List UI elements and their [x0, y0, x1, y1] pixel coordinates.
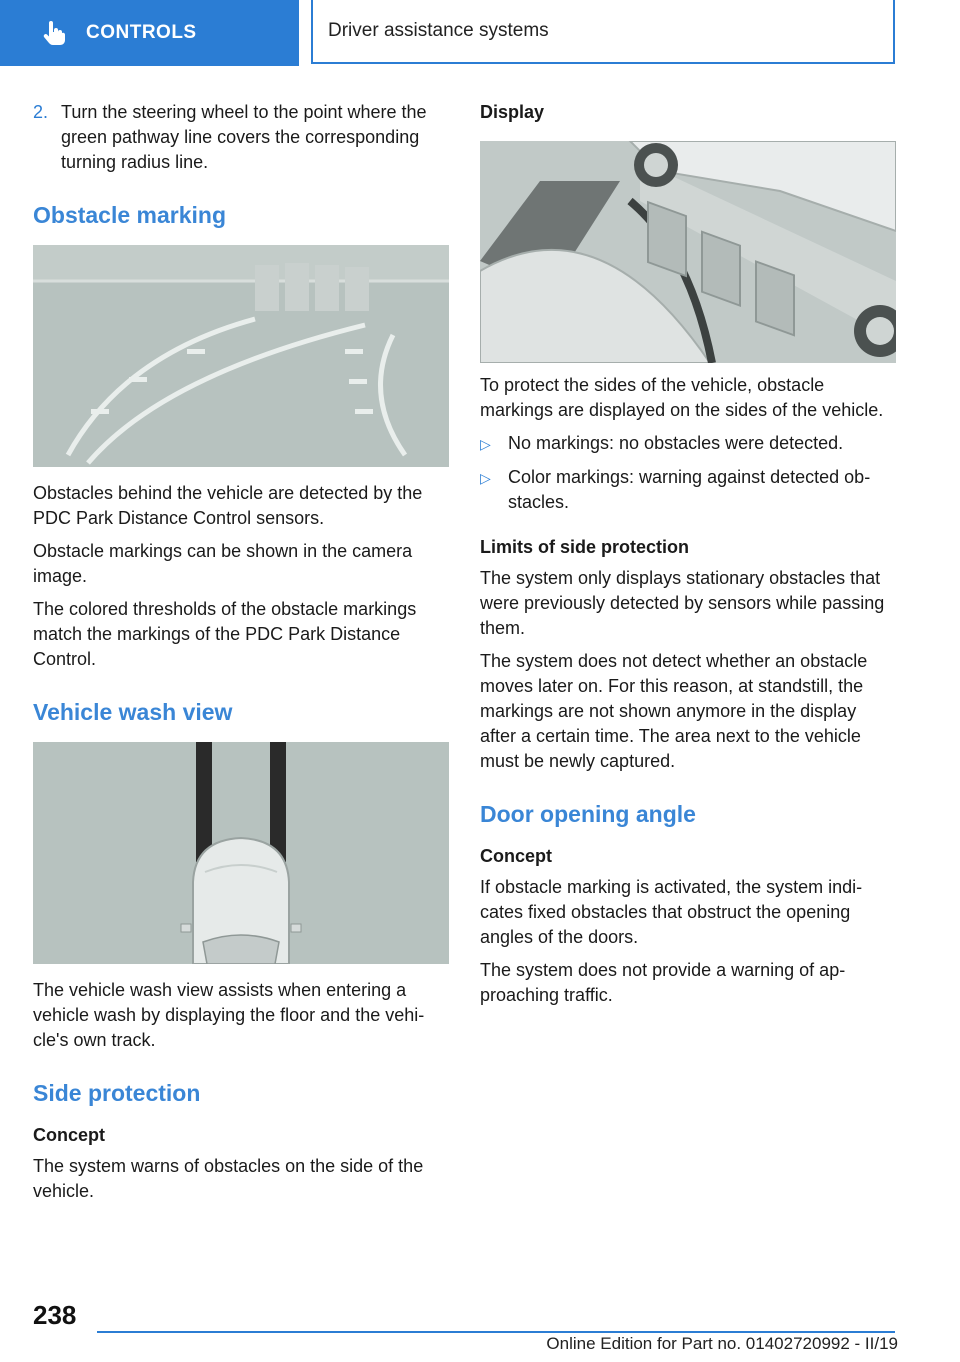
- footer-divider: [97, 1331, 895, 1333]
- header-section-label: CONTROLS: [86, 22, 197, 43]
- numbered-step: [33, 100, 449, 175]
- door-concept-heading: Concept: [480, 846, 552, 866]
- left-column: [33, 100, 449, 1212]
- bullet-text: No markings: no obstacles were detected.: [508, 433, 844, 453]
- footer-edition: Online Edition for Part no. 01402720992 - II/19: [546, 1334, 898, 1353]
- triangle-right-icon: ▷: [480, 436, 491, 452]
- step-text: Turn the steering wheel to the point where the green pathway line covers the corresponding turning radius line.: [61, 102, 427, 172]
- side-concept-heading: Concept: [33, 1125, 105, 1145]
- list-item: [480, 431, 896, 457]
- header-chapter-label: Driver assistance systems: [328, 20, 549, 41]
- triangle-right-icon: ▷: [480, 470, 491, 486]
- door-p1: If obstacle marking is activated, the system indicates fixed obstacles that obstruct the opening angles of the doors.: [480, 877, 863, 947]
- obstacle-p1: Obstacles behind the vehicle are detected by the PDC Park Distance Control sensors.: [33, 483, 423, 528]
- list-item: [480, 465, 896, 515]
- wash-p1: The vehicle wash view assists when entering a vehicle wash by displaying the floor and the vehicle's own track.: [33, 980, 425, 1050]
- obstacle-marking-figure: [33, 245, 449, 467]
- marking-list: [480, 431, 896, 515]
- obstacle-marking-heading: Obstacle marking: [33, 202, 227, 228]
- header-section-tab[interactable]: [0, 0, 299, 66]
- display-p1: To protect the sides of the vehicle, obstacle markings are displayed on the sides of the vehicle.: [480, 375, 884, 420]
- display-heading: Display: [480, 102, 545, 122]
- bullet-text: Color markings: warning against detected obstacles.: [508, 467, 871, 512]
- side-protection-display-figure: [480, 141, 896, 363]
- right-column: [480, 100, 896, 1016]
- obstacle-p2: Obstacle markings can be shown in the camera image.: [33, 541, 413, 586]
- vehicle-wash-figure: [33, 742, 449, 964]
- hand-pointer-icon: [40, 19, 68, 47]
- side-protection-heading: Side protection: [33, 1080, 201, 1106]
- header-chapter-box: [311, 0, 895, 64]
- page-number: 238: [33, 1300, 77, 1330]
- obstacle-p3: The colored thresholds of the obstacle markings match the markings of the PDC Park Distance Control.: [33, 599, 417, 669]
- side-p1: The system warns of obstacles on the side of the vehicle.: [33, 1156, 424, 1201]
- door-p2: The system does not provide a warning of approaching traffic.: [480, 960, 846, 1005]
- limits-p1: The system only displays stationary obstacles that were previously detected by sensors while passing them.: [480, 568, 885, 638]
- limits-heading: Limits of side protection: [480, 537, 690, 557]
- limits-p2: The system does not detect whether an obstacle moves later on. For this reason, at standstill, the markings are not shown anymore in the display after a certain time. The area next to the vehicle must be newly captured.: [480, 651, 868, 771]
- step-number: 2.: [33, 102, 49, 122]
- door-opening-heading: Door opening angle: [480, 801, 696, 827]
- vehicle-wash-heading: Vehicle wash view: [33, 699, 233, 725]
